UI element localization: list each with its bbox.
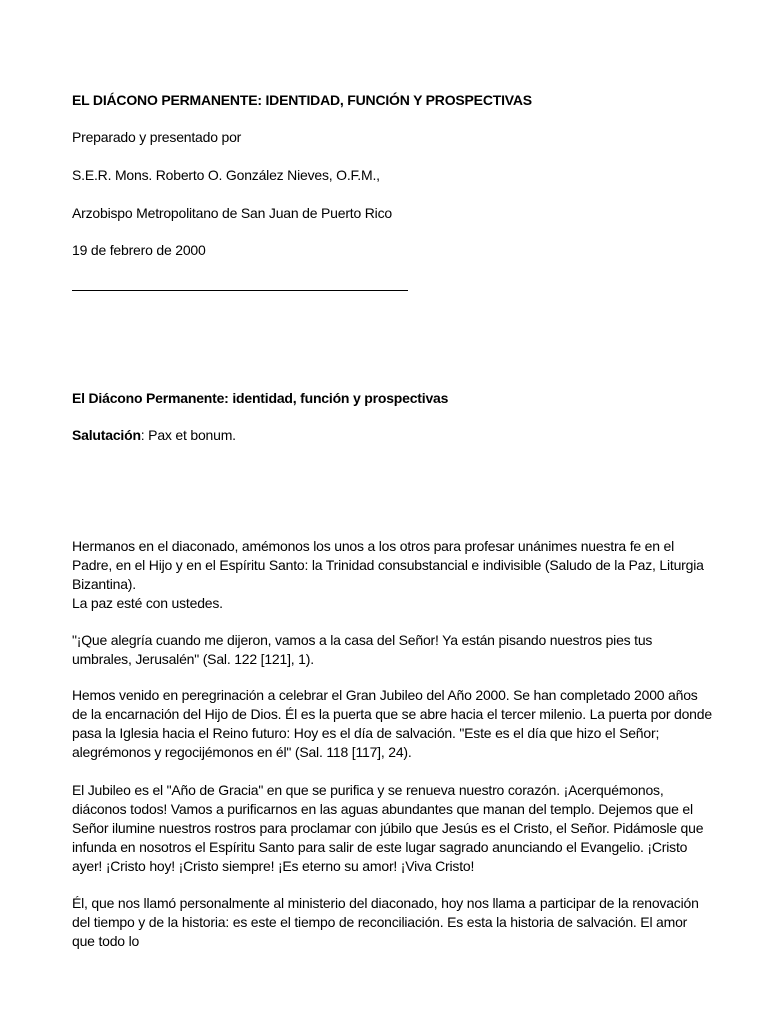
body-paragraph: Hermanos en el diaconado, amémonos los unos a los otros para profesar unánimes nuestra fe en el Padre, en el Hijo y en el Espíritu Santo: la Trinidad consubstancial e indivisible (Saludo de la Paz, Liturgia Bizantina).: [72, 538, 704, 592]
salutation-label: Salutación: [72, 427, 141, 443]
body-paragraph: Él, que nos llamó personalmente al ministerio del diaconado, hoy nos llama a participar de la renovación del tiempo y de la historia: es este el tiempo de reconciliación. Es esta la historia de salvación. El amor que todo lo: [72, 895, 699, 949]
body-paragraph: El Jubileo es el "Año de Gracia" en que se purifica y se renueva nuestro corazón. ¡Acerquémonos, diáconos todos! Vamos a purificarnos en las aguas abundantes que manan del templo. Dejemos que el Señor ilumine nuestros rostros para proclamar con júbilo que Jesús es el Cristo, el Señor. Pidámosle que infunda en nosotros el Espíritu Santo para salir de este lugar sagrado anunciando el Evangelio. ¡Cristo ayer! ¡Cristo hoy! ¡Cristo siempre! ¡Es eterno su amor! ¡Viva Cristo!: [72, 782, 704, 874]
salutation-line: [72, 426, 236, 445]
section-title: El Diácono Permanente: identidad, función y prospectivas: [72, 390, 449, 406]
body-paragraph: La paz esté con ustedes.: [72, 595, 223, 611]
body-paragraph: "¡Que alegría cuando me dijeron, vamos a la casa del Señor! Ya están pisando nuestros pies tus umbrales, Jerusalén" (Sal. 122 [121], 1).: [72, 632, 653, 667]
author-name: S.E.R. Mons. Roberto O. González Nieves, O.F.M.,: [72, 167, 380, 183]
separator-rule: [72, 290, 408, 291]
body-paragraph: Hemos venido en peregrinación a celebrar el Gran Jubileo del Año 2000. Se han completado 2000 años de la encarnación del Hijo de Dios. Él es la puerta que se abre hacia el tercer milenio. La puerta por donde pasa la Iglesia hacia el Reino futuro: Hoy es el día de salvación. "Este es el día que hizo el Señor; alegrémonos y regocijémonos en él" (Sal. 118 [117], 24).: [72, 687, 712, 760]
salutation-text: : Pax et bonum.: [140, 427, 236, 443]
document-title: EL DIÁCONO PERMANENTE: IDENTIDAD, FUNCIÓN Y PROSPECTIVAS: [72, 92, 532, 108]
document-date: 19 de febrero de 2000: [72, 242, 206, 258]
prepared-by-line: Preparado y presentado por: [72, 129, 242, 145]
author-role: Arzobispo Metropolitano de San Juan de Puerto Rico: [72, 205, 392, 221]
